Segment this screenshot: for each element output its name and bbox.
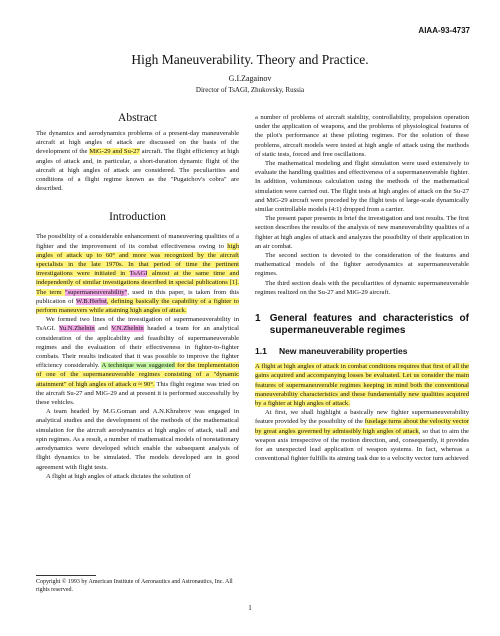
right-paragraph-2: The mathematical modeling and flight simulation were used extensively to evaluate the handling qualities and effectiveness of a supermaneuverable fighter. In addition, voluminous calculation using the methods of the mathematical simulation were carried out. The flight tests at high angles of attack on the Su-27 and MiG-29 aircraft were preceded by the flight tests of large-scale dynamically similar controllable models (4:1) dropped from a carrier. — [255, 160, 469, 214]
right-paragraph-1: a number of problems of aircraft stability, controllability, propulsion operation under the application of weapons, and the problems of physiological features of the pilot's performance at these piloting regimes. For the solution of these problems, aircraft models were tested at high angle of attack using the methods of static tests, forced and free oscillations. — [255, 114, 469, 158]
report-id: AIAA-93-4737 — [418, 26, 470, 35]
introduction-heading: Introduction — [109, 211, 166, 224]
right-paragraph-3: The present paper presents in brief the investigation and test results. The first section describes the results of the analysis of new maneuverability qualities of a fighter at high angles of attack and analyzes the possibility of their application in an air combat. — [255, 215, 469, 250]
highlight-zhelnin-1: Yu.N.Zhelnin — [58, 325, 95, 333]
footnote-rule — [36, 575, 96, 576]
subsection-1-1-heading: 1.1 New maneuverability properties — [255, 346, 408, 357]
intro-paragraph-1: The possibility of a considerable enhancement of maneuvering qualities of a fighter and the improvement of its combat effectiveness owing to high angles of attack up to 60° and more was recognized by the aircraft specialists in the late 1970s. In that period of time the pertinent investigations were initiated in TsAGI almost at the same time and independently of similar investigations described in special publications [1]. The term "supermaneuverability", used in this paper, is taken from this publication of W.B.Herbst, defining basically the capability of a fighter to perform maneuvers while attaining high angles of attack. — [36, 233, 240, 315]
right-paragraph-5: The third section deals with the peculiarities of dynamic supermaneuverable regimes realized on the Su-27 and MiG-29 aircraft. — [255, 279, 469, 296]
highlight-aoa: high angles of attack up to 60° and more was recognized by the aircraft specialists in the late 1970s. In that period of time the pertinent investigations were initiated in — [36, 242, 239, 278]
right-column — [255, 113, 469, 464]
left-column — [36, 112, 239, 481]
section-1-heading: 1 General features and characteristics of supermaneuverable regimes — [255, 313, 469, 337]
section-1-paragraph-1 — [255, 362, 469, 408]
section-1-paragraph-2: At first, we shall highlight a basically new fighter supermaneuverability feature provided by the possibility of the fuselage turns about the velocity vector by great angles governed by admissibly high angles of attack, so that to aim the weapon axis irrespective of the motion direction, and, consequently, it provides for an unexpected lead application of weapon systems. In fact, whereas a conventional fighter fulfills its aiming task due to a velocity vector turn achieved — [255, 409, 469, 463]
abstract-heading: Abstract — [118, 112, 157, 124]
author-name: G.I.Zagainov — [228, 74, 272, 83]
intro-paragraph-4: A flight at high angles of attack dictates the solution of — [46, 472, 191, 480]
right-paragraph-4: The second section is devoted to the consideration of the features and mathematical models of the fighter aerodynamics at supermaneuverable regimes. — [255, 252, 469, 278]
highlight-term: "supermaneuverability" — [64, 288, 128, 296]
highlight-fuselage: fuselage turns about the velocity vector by great angles governed by admissibly high angles of attack — [255, 418, 469, 435]
copyright-footnote: Copyright © 1993 by American Institute of Aeronautics and Astronautics, Inc. All rights reserved. — [36, 579, 233, 593]
highlight-technique: A technique was suggested — [101, 362, 175, 370]
author-affiliation: Director of TsAGI, Zhukovsky, Russia — [195, 86, 305, 94]
paper-title: High Maneuverability. Theory and Practice. — [131, 52, 369, 67]
abstract-text: The dynamics and aerodynamics problems of a present-day maneuverable aircraft at high angles of attack are discussed on the basis of the development of the MiG-29 and Su-27 aircraft. The flight efficiency at high angles of attack and, in particular, a short-duration dynamic flight of the aircraft at high angles of attack are considered. The peculiarities and conditions of a flight regime known as the "Pugatchov's cobra" are described. — [36, 130, 239, 193]
highlight-herbst: W.B.Herbst — [76, 297, 107, 305]
highlight-combat: A flight at high angles of attack in combat conditions requires that first of all the gains acquired and accompanying losses be evaluated. Let us consider the main features of supermaneuverable regimes keeping in mind both the conventional maneuverability characteristics and these fundamentally new qualities acquired by a fighter at high angles of attack. — [255, 363, 469, 408]
highlight-regime: for the implementation of one of the supermaneuverable regimes consisting of a "dynamic attainment" of high angles of attack α ≈ 90°. — [36, 362, 239, 388]
highlight-aircraft: MiG-29 and Su-27 — [89, 148, 140, 156]
page-number: 1 — [248, 604, 252, 612]
highlight-tsagi: TsAGI — [129, 270, 148, 278]
highlight-zhelnin-2: V.N.Zhelnin — [111, 325, 144, 333]
intro-paragraph-3: A team headed by M.G.Goman and A.N.Khrabrov was engaged in analytical studies and the development of the methods of the mathematical simulation for the aircraft aerodynamics at high angles of attack, stall and spin regimes. As a result, a number of mathematical models of nonstationary aerodynamics were developed which enable the subsequent analysis of flight dynamics to be simulated. The models developed are in good agreement with flight tests. — [36, 408, 239, 471]
intro-paragraph-2: We formed two lines of the investigation of supermaneuverability in TsAGI. Yu.N.Zhelnin and V.N.Zhelnin headed a team for an analytical consideration of the applicability and feasibility of supermaneuverable regimes and the evaluation of their effectiveness in fighter-to-fighter combats. Their results indicated that it was possible to improve the fighter efficiency considerably. A technique was suggested for the implementation of one of the supermaneuverable regimes consisting of a "dynamic attainment" of high angles of attack α ≈ 90°. This flight regime was tried on the aircraft Su-27 and MiG-29 and at present it is performed successfully by these vehicles. — [36, 316, 239, 407]
